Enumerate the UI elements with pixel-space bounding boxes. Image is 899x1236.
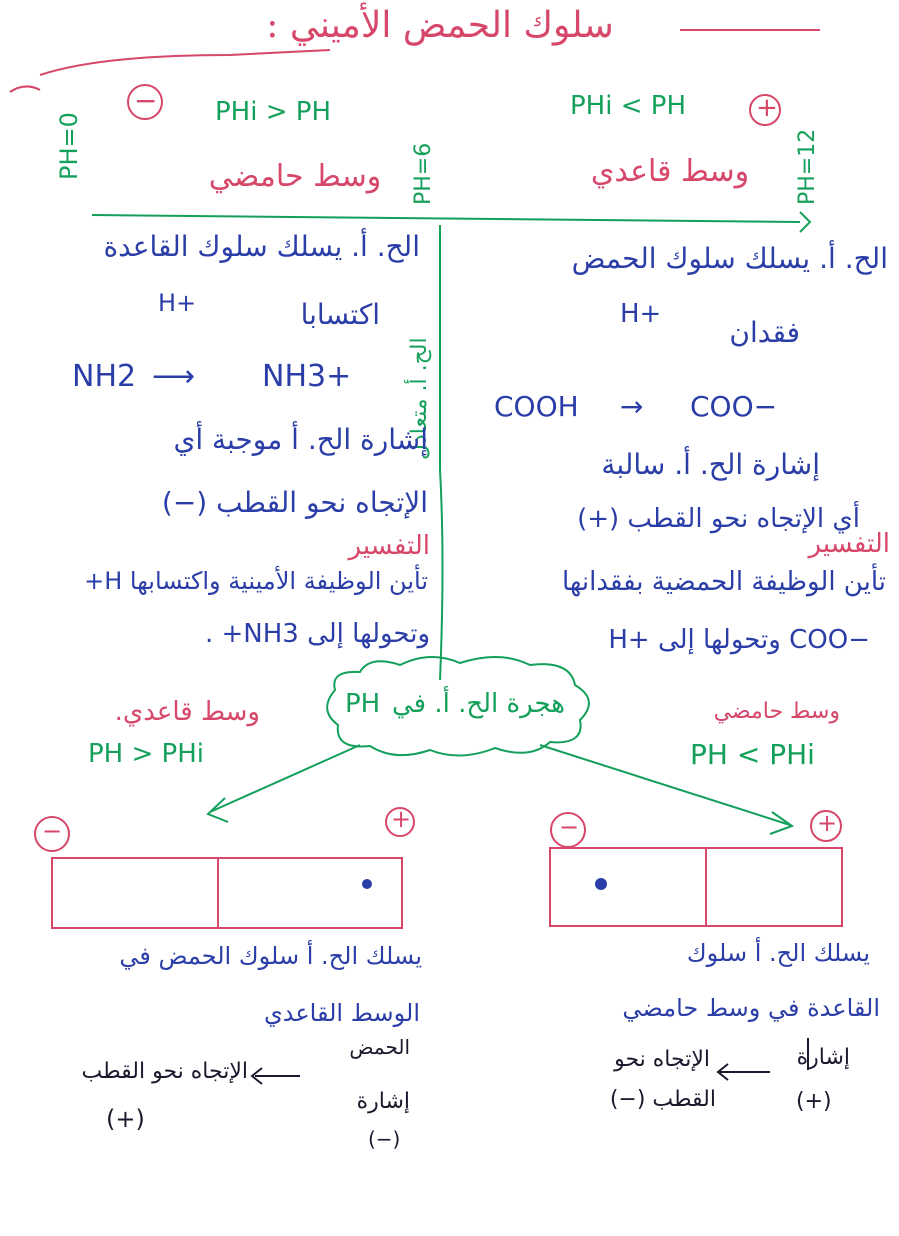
right-sign: + xyxy=(756,93,778,123)
right-box-plus: + xyxy=(817,809,838,837)
left-bottom-line2: الوسط القاعدي xyxy=(263,999,420,1027)
left-bottom-line1: يسلك الح. أ سلوك الحمض في xyxy=(119,942,422,970)
right-eq-to: COO− xyxy=(690,390,778,423)
left-box-plus: + xyxy=(391,805,412,833)
right-line6: H+ وتحولها إلى COO− xyxy=(608,625,870,655)
left-bottom-note-sign: (−) xyxy=(368,1127,401,1151)
left-ion: H+ xyxy=(158,289,197,317)
ph-axis-line xyxy=(92,215,800,222)
branch-right-medium: وسط حامضي xyxy=(713,699,840,724)
right-bottom-sign: (+) xyxy=(796,1089,832,1114)
left-sample-dot xyxy=(362,879,372,889)
left-compare: PHi > PH xyxy=(215,97,331,127)
left-bottom-sign: (+) xyxy=(106,1105,145,1133)
center-ph-mid: PH=6 xyxy=(411,142,436,205)
branch-left-arrow xyxy=(208,798,228,822)
right-bottom-line2: القاعدة في وسط حامضي xyxy=(622,994,880,1022)
branch-left-medium: وسط قاعدي. xyxy=(114,697,260,727)
branch-left-compare: PH > PHi xyxy=(88,739,204,769)
right-eq-from: COOH xyxy=(494,390,579,423)
right-medium: وسط قاعدي xyxy=(590,154,750,189)
center-divider xyxy=(440,225,443,680)
left-bottom-note-top: الحمض xyxy=(349,1035,410,1059)
right-ph-edge: PH=12 xyxy=(795,128,820,205)
left-heading: التفسير xyxy=(348,531,430,561)
right-ion: H+ xyxy=(620,299,662,329)
title-underline xyxy=(40,50,330,75)
left-sign: − xyxy=(134,84,158,117)
right-line4: أي الإتجاه نحو القطب (+) xyxy=(577,504,860,534)
ph-axis-arrow xyxy=(800,212,810,232)
right-line1: الح. أ. يسلك سلوك الحمض xyxy=(571,242,888,275)
right-eq-arrow: → xyxy=(620,390,644,423)
left-line6: وتحولها إلى NH3+ . xyxy=(204,619,430,649)
left-bottom-note-mid: إشارة xyxy=(356,1089,410,1114)
right-line3: إشارة الح. أ. سالبة xyxy=(601,448,820,481)
left-line2: اكتسابا xyxy=(300,298,380,331)
right-bottom-signal: إشارة xyxy=(796,1045,850,1070)
left-eq-arrow: ⟶ xyxy=(152,359,196,394)
right-bottom-arrow-text: الإتجاه نحو xyxy=(614,1047,710,1072)
left-electrophoresis-box xyxy=(52,858,402,928)
left-eq-from: NH2 xyxy=(72,359,137,394)
right-line2: فقدان xyxy=(729,316,800,349)
left-box-minus: − xyxy=(42,817,63,845)
page-title: سلوك الحمض الأميني : xyxy=(266,5,614,46)
right-bottom-line1: يسلك الح. أ سلوك xyxy=(686,939,870,967)
right-line5: تأين الوظيفة الحمضية بفقدانها xyxy=(561,567,886,597)
cloud-text: هجرة الح. أ. في xyxy=(391,689,565,719)
cloud-ph: PH xyxy=(345,689,381,719)
left-line5: تأين الوظيفة الأمينية واكتسابها H+ xyxy=(84,567,428,595)
center-neutral-label: الح. أ. متعادل xyxy=(407,337,432,460)
left-eq-to: NH3+ xyxy=(262,359,352,394)
right-box-minus: − xyxy=(559,813,580,841)
right-electrophoresis-box xyxy=(550,848,842,926)
branch-right-compare: PH < PHi xyxy=(690,738,815,771)
left-line3: إشارة الح. أ موجبة أي xyxy=(173,423,428,456)
right-compare: PHi < PH xyxy=(570,91,686,121)
left-line4: الإتجاه نحو القطب (−) xyxy=(161,486,428,519)
right-bottom-pole: القطب (−) xyxy=(609,1087,716,1112)
left-bottom-arrow-text: الإتجاه نحو القطب xyxy=(81,1059,248,1084)
title-tick xyxy=(10,86,40,92)
left-line1: الح. أ. يسلك سلوك القاعدة xyxy=(103,230,420,263)
left-ph-edge: PH=0 xyxy=(55,112,83,180)
left-medium: وسط حامضي xyxy=(208,159,382,194)
branch-left-line xyxy=(210,745,360,812)
right-sample-dot xyxy=(595,878,607,890)
right-heading: التفسير xyxy=(808,529,890,559)
